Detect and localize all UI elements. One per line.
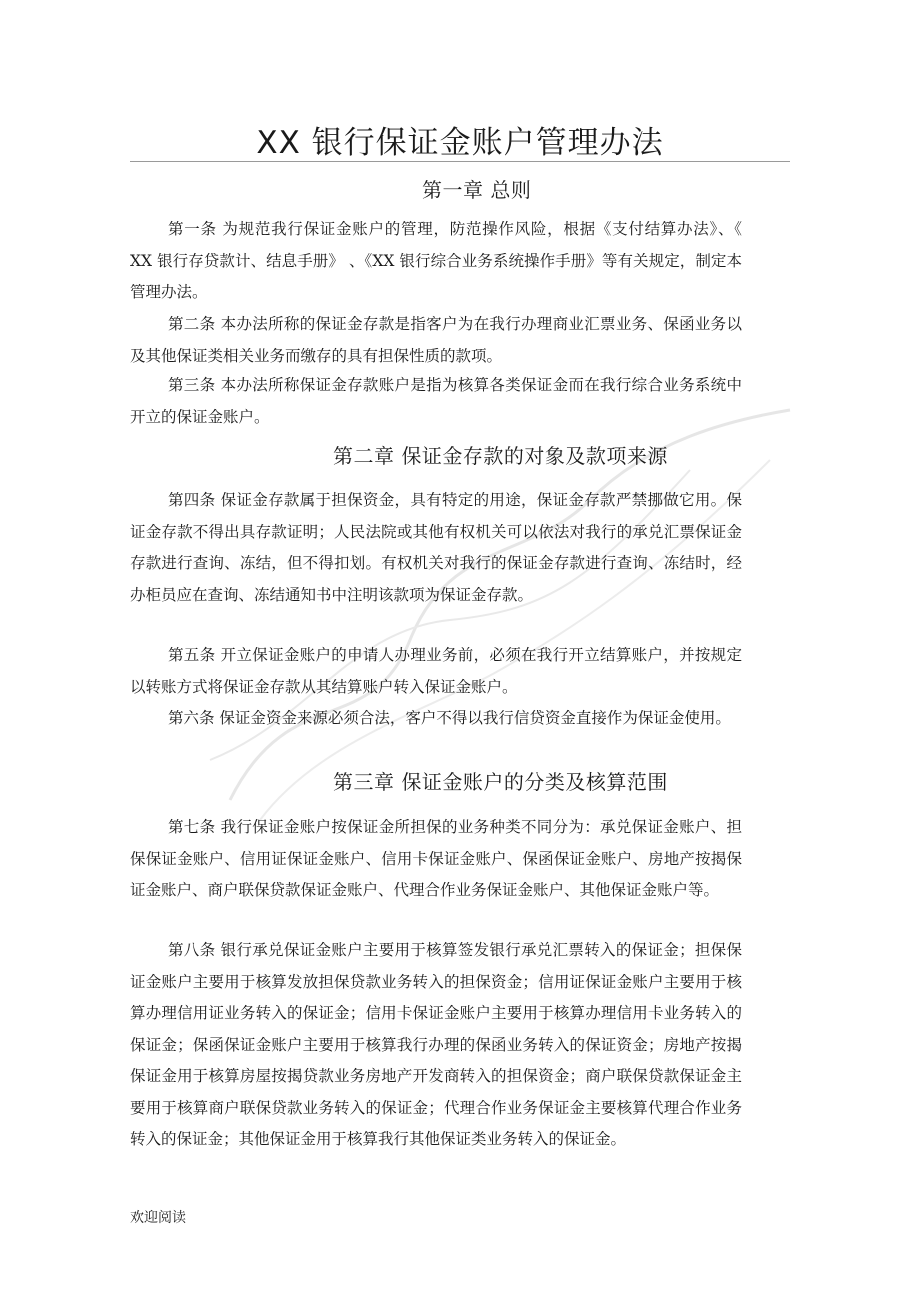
article-paragraph: 第四条 保证金存款属于担保资金，具有特定的用途，保证金存款严禁挪做它用。保证金存款不得出具存款证明；人民法院或其他有权机关可以依法对我行的承兑汇票保证金存款进行查询、冻结，但不得扣划。有权机关对我行的保证金存款进行查询、冻结时，经办柜员应在查询、冻结通知书中注明该款项为保证金存款。 xyxy=(130,491,742,604)
chapter-heading: 第二章 保证金存款的对象及款项来源 xyxy=(333,444,668,468)
article-paragraph: 第一条 为规范我行保证金账户的管理，防范操作风险，根据《支付结算办法》、《 XX 银行存贷款计、结息手册》 、《XX 银行综合业务系统操作手册》等有关规定，制定本管理办法。 xyxy=(130,220,742,301)
chapter-heading: 第一章 总则 xyxy=(422,178,532,202)
article-paragraph: 第七条 我行保证金账户按保证金所担保的业务种类不同分为：承兑保证金账户、担保保证金账户、信用证保证金账户、信用卡保证金账户、保函保证金账户、房地产按揭保证金账户、商户联保贷款保证金账户、代理合作业务保证金账户、其他保证金账户等。 xyxy=(130,818,742,899)
title-divider xyxy=(130,161,790,162)
article-paragraph: 第三条 本办法所称保证金存款账户是指为核算各类保证金而在我行综合业务系统中开立的保证金账户。 xyxy=(130,376,742,426)
footer-text: 欢迎阅读 xyxy=(130,1210,186,1226)
article-paragraph: 第二条 本办法所称的保证金存款是指客户为在我行办理商业汇票业务、保函业务以及其他保证类相关业务而缴存的具有担保性质的款项。 xyxy=(130,315,742,365)
article-paragraph: 第六条 保证金资金来源必须合法，客户不得以我行信贷资金直接作为保证金使用。 xyxy=(168,709,731,727)
document-title: XX 银行保证金账户管理办法 xyxy=(256,125,664,161)
article-paragraph: 第五条 开立保证金账户的申请人办理业务前，必须在我行开立结算账户，并按规定以转账方式将保证金存款从其结算账户转入保证金账户。 xyxy=(130,646,742,696)
article-paragraph: 第八条 银行承兑保证金账户主要用于核算签发银行承兑汇票转入的保证金；担保保证金账户主要用于核算发放担保贷款业务转入的担保资金；信用证保证金账户主要用于核算办理信用证业务转入的保证金；信用卡保证金账户主要用于核算办理信用卡业务转入的保证金；保函保证金账户主要用于核算我行办理的保函业务转入的保证资金；房地产按揭保证金用于核算房屋按揭贷款业务房地产开发商转入的担保资金；商户联保贷款保证金主要用于核算商户联保贷款业务转入的保证金；代理合作业务保证金主要核算代理合作业务转入的保证金；其他保证金用于核算我行其他保证类业务转入的保证金。 xyxy=(130,941,742,1148)
chapter-heading: 第三章 保证金账户的分类及核算范围 xyxy=(333,770,668,794)
